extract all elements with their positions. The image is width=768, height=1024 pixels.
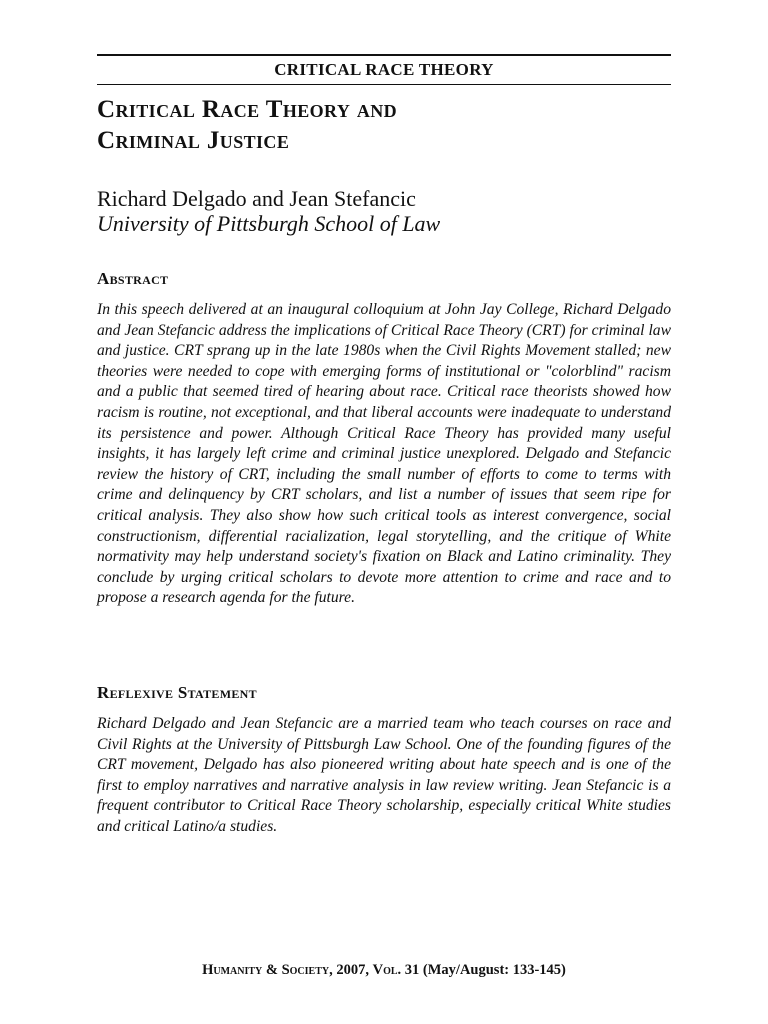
paper-page (97, 0, 671, 1024)
abstract-text: In this speech delivered at an inaugural colloquium at John Jay College, Richard Delgado and Jean Stefancic address the implications of Critical Race Theory (CRT) for criminal law and justice. CRT sprang up in the late 1980s when the Civil Rights Movement stalled; new theories were needed to cope with emerging forms of institutional or "colorblind" racism and a public that seemed tired of hearing about race. Critical race theorists showed how racism is routine, not exceptional, and that liberal accounts were inadequate to understand its persistence and power. Although Critical Race Theory has provided many useful insights, it has largely left crime and criminal justice unexplored. Delgado and Stefancic review the history of CRT, including the small number of efforts to come to terms with crime and delinquency by CRT scholars, and list a number of issues that seem ripe for critical analysis. They also show how such critical tools as interest convergence, social constructionism, differential racialization, legal storytelling, and the critique of White normativity may help understand society's fixation on Black and Latino criminality. They conclude by urging critical scholars to devote more attention to crime and race and to propose a research agenda for the future. (97, 301, 671, 607)
abstract-heading: Abstract (97, 269, 169, 288)
affiliation: University of Pittsburgh School of Law (97, 211, 441, 236)
volume-label: Vol. (372, 962, 402, 978)
article-title-line-2: Criminal Justice (97, 127, 290, 154)
running-head-rule (97, 84, 671, 85)
journal-name: Humanity & Society (202, 962, 330, 978)
reflexive-statement-text: Richard Delgado and Jean Stefancic are a married team who teach courses on race and Civil Rights at the University of Pittsburgh Law School. One of the founding figures of the CRT movement, Delgado has also pioneered writing about hate speech and is one of the first to employ narratives and narrative analysis in law review writing. Jean Stefancic is a frequent contributor to Critical Race Theory scholarship, especially critical White studies and critical Latino/a studies. (97, 715, 671, 835)
running-head: CRITICAL RACE THEORY (274, 60, 494, 79)
article-title-line-1: Critical Race Theory and (97, 96, 398, 123)
issue-pages: 31 (May/August: 133-145) (401, 962, 566, 978)
top-rule (97, 54, 671, 56)
journal-footer (97, 961, 671, 979)
authors: Richard Delgado and Jean Stefancic (97, 186, 416, 211)
reflexive-statement-heading: Reflexive Statement (97, 683, 257, 702)
article-title (97, 94, 671, 156)
journal-year: , 2007, (329, 962, 373, 978)
